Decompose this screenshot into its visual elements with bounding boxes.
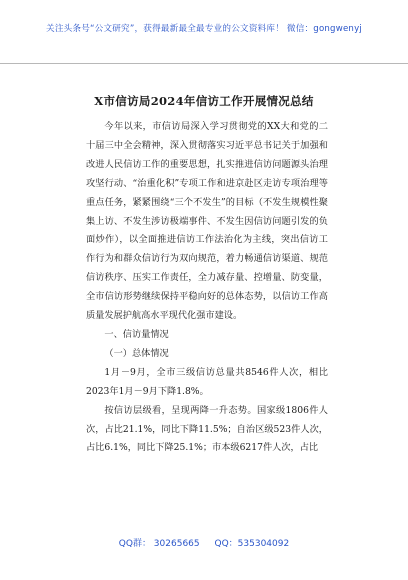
page-header <box>0 0 408 64</box>
footer-qq-group: QQ群： 30265665 <box>118 539 200 549</box>
level-paragraph: 按信访层级看，呈现两降一升态势。国家级1806件人次，占比21.1%，同比下降11.5%；自治区级523件人次，占比6.1%，同比下降25.1%；市本级6217件人次，占比 <box>86 404 328 454</box>
document-body <box>86 118 328 458</box>
subsection-heading-1-1: （一）总体情况 <box>104 347 169 359</box>
section-heading-1: 一、信访量情况 <box>104 328 169 340</box>
header-notice: 关注头条号“公文研究”，获得最新最全最专业的公文资料库！ 微信：gongwenyj <box>46 24 362 34</box>
page-footer <box>0 536 408 549</box>
intro-paragraph: 今年以来，市信访局深入学习贯彻党的XX大和党的二十届三中全会精神，深入贯彻落实习近平总书记关于加强和改进人民信访工作的重要思想，扎实推进信访问题源头治理攻坚行动、“治重化积”专项工作和进京赴区走访专项治理等重点任务，紧紧围绕“三个不发生”的目标（不发生规模性聚集上访、不发生涉访极端事件、不发生因信访问题引发的负面炒作），以全面推进信访工作法治化为主线，突出信访工作行为和群众信访行为双向规范，着力畅通信访渠道、规范信访秩序、压实工作责任，全力减存量、控增量、防变量，全市信访形势继续保持平稳向好的总体态势，以信访工作高质量发展护航高水平现代化强市建设。 <box>86 121 328 322</box>
volume-paragraph: 1月－9月，全市三级信访总量共8546件人次，相比2023年1月－9月下降1.8%。 <box>86 366 328 397</box>
footer-qq: QQ：535304092 <box>214 539 290 549</box>
document-title: X市信访局2024年信访工作开展情况总结 <box>94 94 314 108</box>
